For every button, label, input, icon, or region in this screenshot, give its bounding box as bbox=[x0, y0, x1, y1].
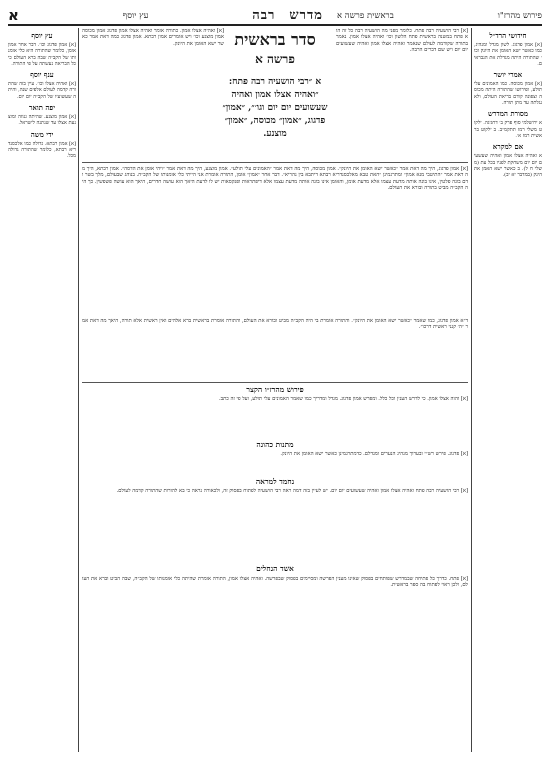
header-title: מדרש bbox=[289, 8, 323, 23]
parasha-title: פרשה א bbox=[255, 52, 295, 66]
left-section-body: [א] אמון מוצנע. שהיתה גנוזה ומוצנעת אצלו עד שנתנה לישראל. bbox=[8, 114, 76, 127]
right-section-body: א ירושלמי סוף פרק ב׳ דחגיגה. ילקוט משלי רמז תתקמ״ב. ב ילקוט בראשית רמז א׳. bbox=[474, 120, 542, 139]
section-heading: פירוש מהרז״ו הקצר bbox=[246, 385, 304, 394]
column-divider bbox=[78, 28, 79, 752]
header-subtitle: בראשית פרשה א bbox=[336, 10, 394, 21]
left-section-title: ידי משה bbox=[30, 129, 54, 139]
right-section-body: [א] אמון מכוסה. כמו האמונים עלי תולע, ופירושו שהתורה היתה מכוסה וצפונה קודם בריאת העולם, ולא נגלתה עד מתן תורה. bbox=[474, 81, 542, 107]
header-center bbox=[252, 7, 394, 23]
header-commentary-right: פירוש מהרז"ו bbox=[497, 10, 542, 21]
header-book: רבה bbox=[252, 8, 276, 23]
section-heading: נחמד למראה bbox=[255, 477, 295, 486]
section-heading: אשד הנחלים bbox=[256, 564, 294, 573]
section-body: [א] פדגוג. פירש רש״י ובערוך מנהיג הנערים ומגדלם. כדמתרגמינן כאשר ישא האומן את היונק. bbox=[280, 451, 468, 457]
commentary-left-top: [א] ואהיה אצלו אמון. כתורה אומר ואהיה אצלו אמון פדגוג אמון מכוסה אמון מוצנע וכו׳ ויש אומרים אמון רבתא. אמון פדגוג כמה דאת אמר כאשר ישא האומן את היונק. bbox=[82, 28, 224, 47]
right-section-title: מסורת המדרש bbox=[487, 109, 528, 119]
section-body: [א] פתח. כדרך כל פתיחה שבמדרש שפותחים בפסוק שאינו מענין הפרשה ומסיימים בפסוק שבפרשה. ואהיה אצלו אמון, התורה אומרת שהיתה כלי אומנותו של הקב״ה, שבה הביט וברא את העולם, ולכן ראוי לפתוח בה ספר בראשית. bbox=[82, 576, 468, 589]
left-section-title: עץ יוסף bbox=[31, 31, 53, 40]
header-commentary-left: עץ יוסף bbox=[122, 10, 149, 21]
section-body: [א] והוה אצלו אמון. כי לדרש הענין וכל כלל. ומפרש אמון פדגוג. מגדל ומדריך כמו שאמר האמונים עלי תולע, ועל פי זה כתב. bbox=[218, 396, 468, 402]
left-section-title: ענף יוסף bbox=[30, 70, 54, 80]
main-text-area bbox=[82, 28, 468, 752]
page-header bbox=[8, 6, 542, 26]
commentary-right-top: [א] רבי הושעיה רבה פתח. כלומר מפני מה הושעיה רבה כל זה הוא פתח במשנה בראשית פתח הלשון וכו׳ ואהיה אצלו אמון. נאמר בתורה שקודמה לעולם שנאמר ואהיה אצלו אמון ואהיה שעשועים יום יום ויש שם דברים הרבה. bbox=[336, 28, 468, 54]
left-section-body: [א] ואהיה אצלו וכו׳. עיין בזה שהתורה קדמה לעולם אלפים שנה, והיתה שעשועיו של הקב״ה יום יום. bbox=[8, 81, 76, 100]
page-number: א bbox=[8, 6, 19, 24]
opening-verse: א ״רבי הושעיה רבה פתח: ״ואהיה אצלו אמון ואהיה שעשועים יום יום וגו׳״, ״אמון״ פדגוג, ״אמון״ מכוסה, ״אמון״ מוצנע. bbox=[222, 77, 328, 139]
right-margin-column bbox=[474, 28, 542, 752]
left-section-body: [א] אמון רבתא. גדולה כמו אלכסנדריא רבתא, כלומר שהתורה גדולה מכל. bbox=[8, 140, 76, 160]
divider-line bbox=[82, 382, 468, 383]
seder-title-box bbox=[222, 30, 328, 68]
right-section-title: אם למקרא bbox=[492, 142, 524, 152]
right-section-body: א ואהיה אצלו אמון ואהיה שעשעים יום יום משחקת לפניו בכל עת (משלי ח ל). ב כאשר ישא האמן את הינק (במדבר יא יב). bbox=[474, 153, 542, 179]
midrash-continuation: ד״א אמון פדגוג, כמו שאמר ״כאשר ישא האומן את היונק״. והתורה אומרת בי היה הקב״ה מביט ובורא את העולם, והתורה אומרת בראשית ברא אלהים ואין ראשית אלא תורה, היאך מה דאת אמר ״ה׳ קנני ראשית דרכו״. bbox=[82, 318, 468, 331]
seder-title: סדר בראשית bbox=[234, 30, 316, 49]
divider-line bbox=[82, 162, 468, 163]
section-heading: מתנות כהונה bbox=[256, 440, 294, 449]
left-section-title: יפה תואר bbox=[28, 103, 56, 113]
right-section-title: אמרי יושר bbox=[493, 70, 523, 80]
left-section-body: [א] אמון פדגוג וכו׳. דבר אחר אמון אומן, כלומר שהתורה היא כלי אומנותו של הקב״ה שבה ברא העולם כי כל הבריאה נעשתה על פי התורה. bbox=[8, 42, 76, 67]
section-body: [א] רבי הושעיה רבה פתח ואהיה אצלו אמון ואהיה שעשועים יום יום. יש לעיין בזה דמה ראה רבי הושעיה לפתוח בפסוק זה, ולכאורה נראה כי בא להורות שהתורה קדמה לעולם. bbox=[116, 488, 468, 494]
column-divider bbox=[471, 28, 472, 752]
left-margin-column bbox=[8, 28, 76, 752]
right-section-body: [א] אמון פדגוג. לשון מגדל ומנהיג, כמו כאשר ישא האומן את היונק וכו׳ שהתורה היתה מגדלת את הנבראים. bbox=[474, 42, 542, 67]
midrash-main-text: [א] אמון פדגוג, היך מה דאת אמר ״כאשר ישא האומן את היונק״. אמון מכוסה, היך מה דאת אמר ״האמונים עלי תולע״. אמון מוצנע, היך מה דאת אמר ״ויהי אומן את הדסה״. אמון רבתא, היך מה דאת אמר ״התיטבי מנא אמון״ ומתרגמינן ״האת טבא מאלכסנדריא רבתא דיתבא בין נהריא״. דבר אחר ״אמון״ אומן, התורה אומרת אני הייתי כלי אומנותו של הקב״ה. בנוהג שבעולם, מלך בשר ודם בונה פלטין, אינו בונה אותה מדעת עצמו אלא מדעת אומן, והאומן אינו בונה אותה מדעת עצמו אלא דיפתראות ופנקסאות יש לו לדעת היאך הוא עושה חדרים, היאך הוא עושה פשפשין. כך היה הקב״ה מביט בתורה ובורא את העולם. bbox=[82, 166, 468, 192]
right-section-title: חידושי הרד״ל bbox=[489, 31, 527, 40]
